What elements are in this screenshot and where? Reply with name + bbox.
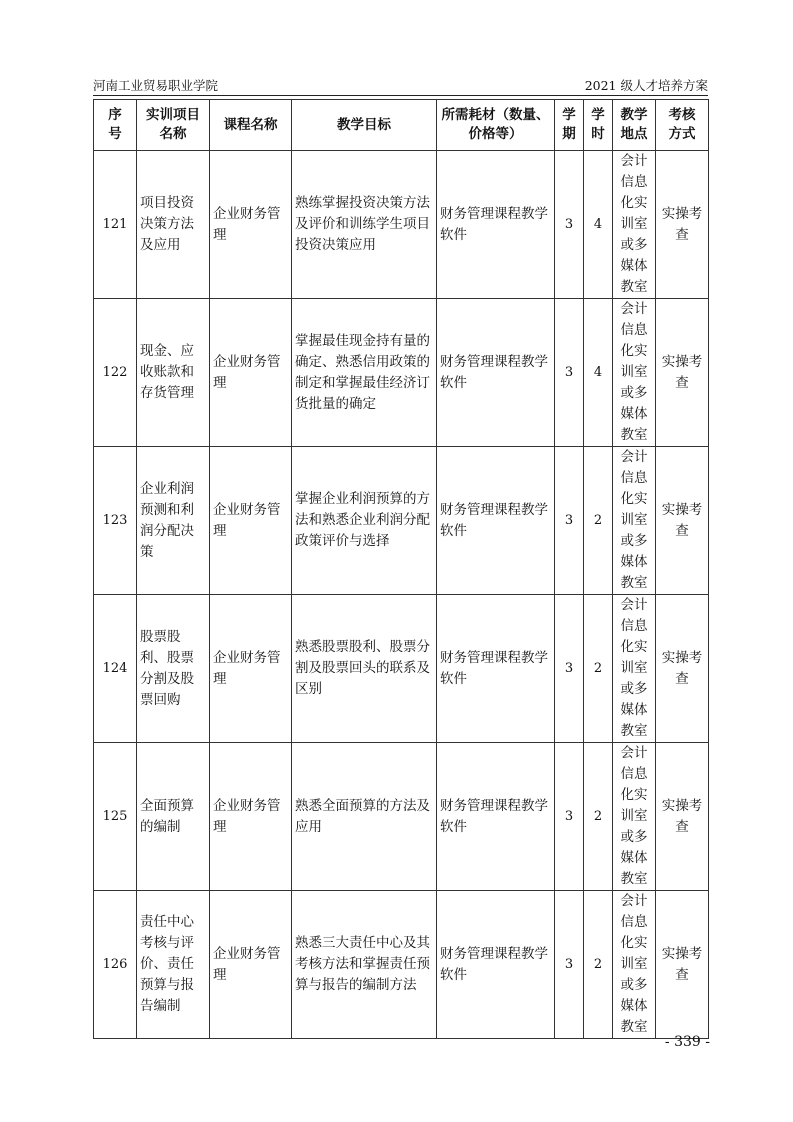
- row-project: 全面预算的编制: [137, 743, 210, 891]
- col-header-goal: 教学目标: [292, 100, 437, 151]
- table-row: [94, 595, 709, 743]
- row-goal: 熟练掌握投资决策方法及评价和训练学生项目投资决策应用: [292, 151, 437, 299]
- row-course: 企业财务管理: [210, 595, 292, 743]
- table-row: [94, 891, 709, 1039]
- header-divider: [93, 95, 708, 96]
- row-semester: 3: [555, 595, 584, 743]
- row-materials: 财务管理课程教学软件: [437, 447, 555, 595]
- training-projects-table: [93, 99, 709, 1039]
- row-location: 会计信息化实训室或多媒体教室: [613, 151, 656, 299]
- row-semester: 3: [555, 743, 584, 891]
- row-hours: 4: [584, 151, 613, 299]
- row-project: 企业利润预测和利润分配决策: [137, 447, 210, 595]
- table-row: [94, 299, 709, 447]
- row-no: 123: [94, 447, 137, 595]
- row-no: 121: [94, 151, 137, 299]
- row-course: 企业财务管理: [210, 151, 292, 299]
- col-header-location: 教学地点: [613, 100, 656, 151]
- row-course: 企业财务管理: [210, 743, 292, 891]
- row-course: 企业财务管理: [210, 891, 292, 1039]
- col-header-semester: 学期: [555, 100, 584, 151]
- row-location: 会计信息化实训室或多媒体教室: [613, 299, 656, 447]
- col-header-course: 课程名称: [210, 100, 292, 151]
- row-goal: 熟悉全面预算的方法及应用: [292, 743, 437, 891]
- table-row: [94, 151, 709, 299]
- row-location: 会计信息化实训室或多媒体教室: [613, 743, 656, 891]
- row-materials: 财务管理课程教学软件: [437, 743, 555, 891]
- row-project: 责任中心考核与评价、责任预算与报告编制: [137, 891, 210, 1039]
- row-goal: 熟悉股票股利、股票分割及股票回头的联系及区别: [292, 595, 437, 743]
- row-hours: 2: [584, 447, 613, 595]
- row-course: 企业财务管理: [210, 299, 292, 447]
- page-number: - 339 -: [664, 1034, 710, 1050]
- row-no: 122: [94, 299, 137, 447]
- row-materials: 财务管理课程教学软件: [437, 299, 555, 447]
- col-header-assessment: 考核方式: [656, 100, 709, 151]
- row-assessment: 实操考查: [656, 891, 709, 1039]
- row-assessment: 实操考查: [656, 151, 709, 299]
- col-header-hours: 学时: [584, 100, 613, 151]
- row-assessment: 实操考查: [656, 299, 709, 447]
- col-header-materials: 所需耗材（数量、价格等）: [437, 100, 555, 151]
- row-materials: 财务管理课程教学软件: [437, 151, 555, 299]
- row-goal: 掌握最佳现金持有量的确定、熟悉信用政策的制定和掌握最佳经济订货批量的确定: [292, 299, 437, 447]
- row-location: 会计信息化实训室或多媒体教室: [613, 447, 656, 595]
- row-no: 124: [94, 595, 137, 743]
- table-row: [94, 447, 709, 595]
- col-header-no: 序号: [94, 100, 137, 151]
- row-semester: 3: [555, 447, 584, 595]
- row-goal: 熟悉三大责任中心及其考核方法和掌握责任预算与报告的编制方法: [292, 891, 437, 1039]
- table-header-row: [94, 100, 709, 151]
- row-location: 会计信息化实训室或多媒体教室: [613, 595, 656, 743]
- row-hours: 2: [584, 743, 613, 891]
- row-project: 股票股利、股票分割及股票回购: [137, 595, 210, 743]
- row-assessment: 实操考查: [656, 447, 709, 595]
- row-assessment: 实操考查: [656, 743, 709, 891]
- row-semester: 3: [555, 151, 584, 299]
- row-no: 126: [94, 891, 137, 1039]
- row-materials: 财务管理课程教学软件: [437, 891, 555, 1039]
- row-materials: 财务管理课程教学软件: [437, 595, 555, 743]
- row-location: 会计信息化实训室或多媒体教室: [613, 891, 656, 1039]
- row-project: 项目投资决策方法及应用: [137, 151, 210, 299]
- school-name: 河南工业贸易职业学院: [93, 78, 219, 93]
- row-project: 现金、应收账款和存货管理: [137, 299, 210, 447]
- row-goal: 掌握企业利润预算的方法和熟悉企业利润分配政策评价与选择: [292, 447, 437, 595]
- plan-title: 2021 级人才培养方案: [584, 78, 708, 93]
- row-assessment: 实操考查: [656, 595, 709, 743]
- row-no: 125: [94, 743, 137, 891]
- row-course: 企业财务管理: [210, 447, 292, 595]
- row-semester: 3: [555, 891, 584, 1039]
- row-semester: 3: [555, 299, 584, 447]
- row-hours: 4: [584, 299, 613, 447]
- page-header: [93, 77, 708, 95]
- col-header-project: 实训项目名称: [137, 100, 210, 151]
- row-hours: 2: [584, 595, 613, 743]
- row-hours: 2: [584, 891, 613, 1039]
- table-row: [94, 743, 709, 891]
